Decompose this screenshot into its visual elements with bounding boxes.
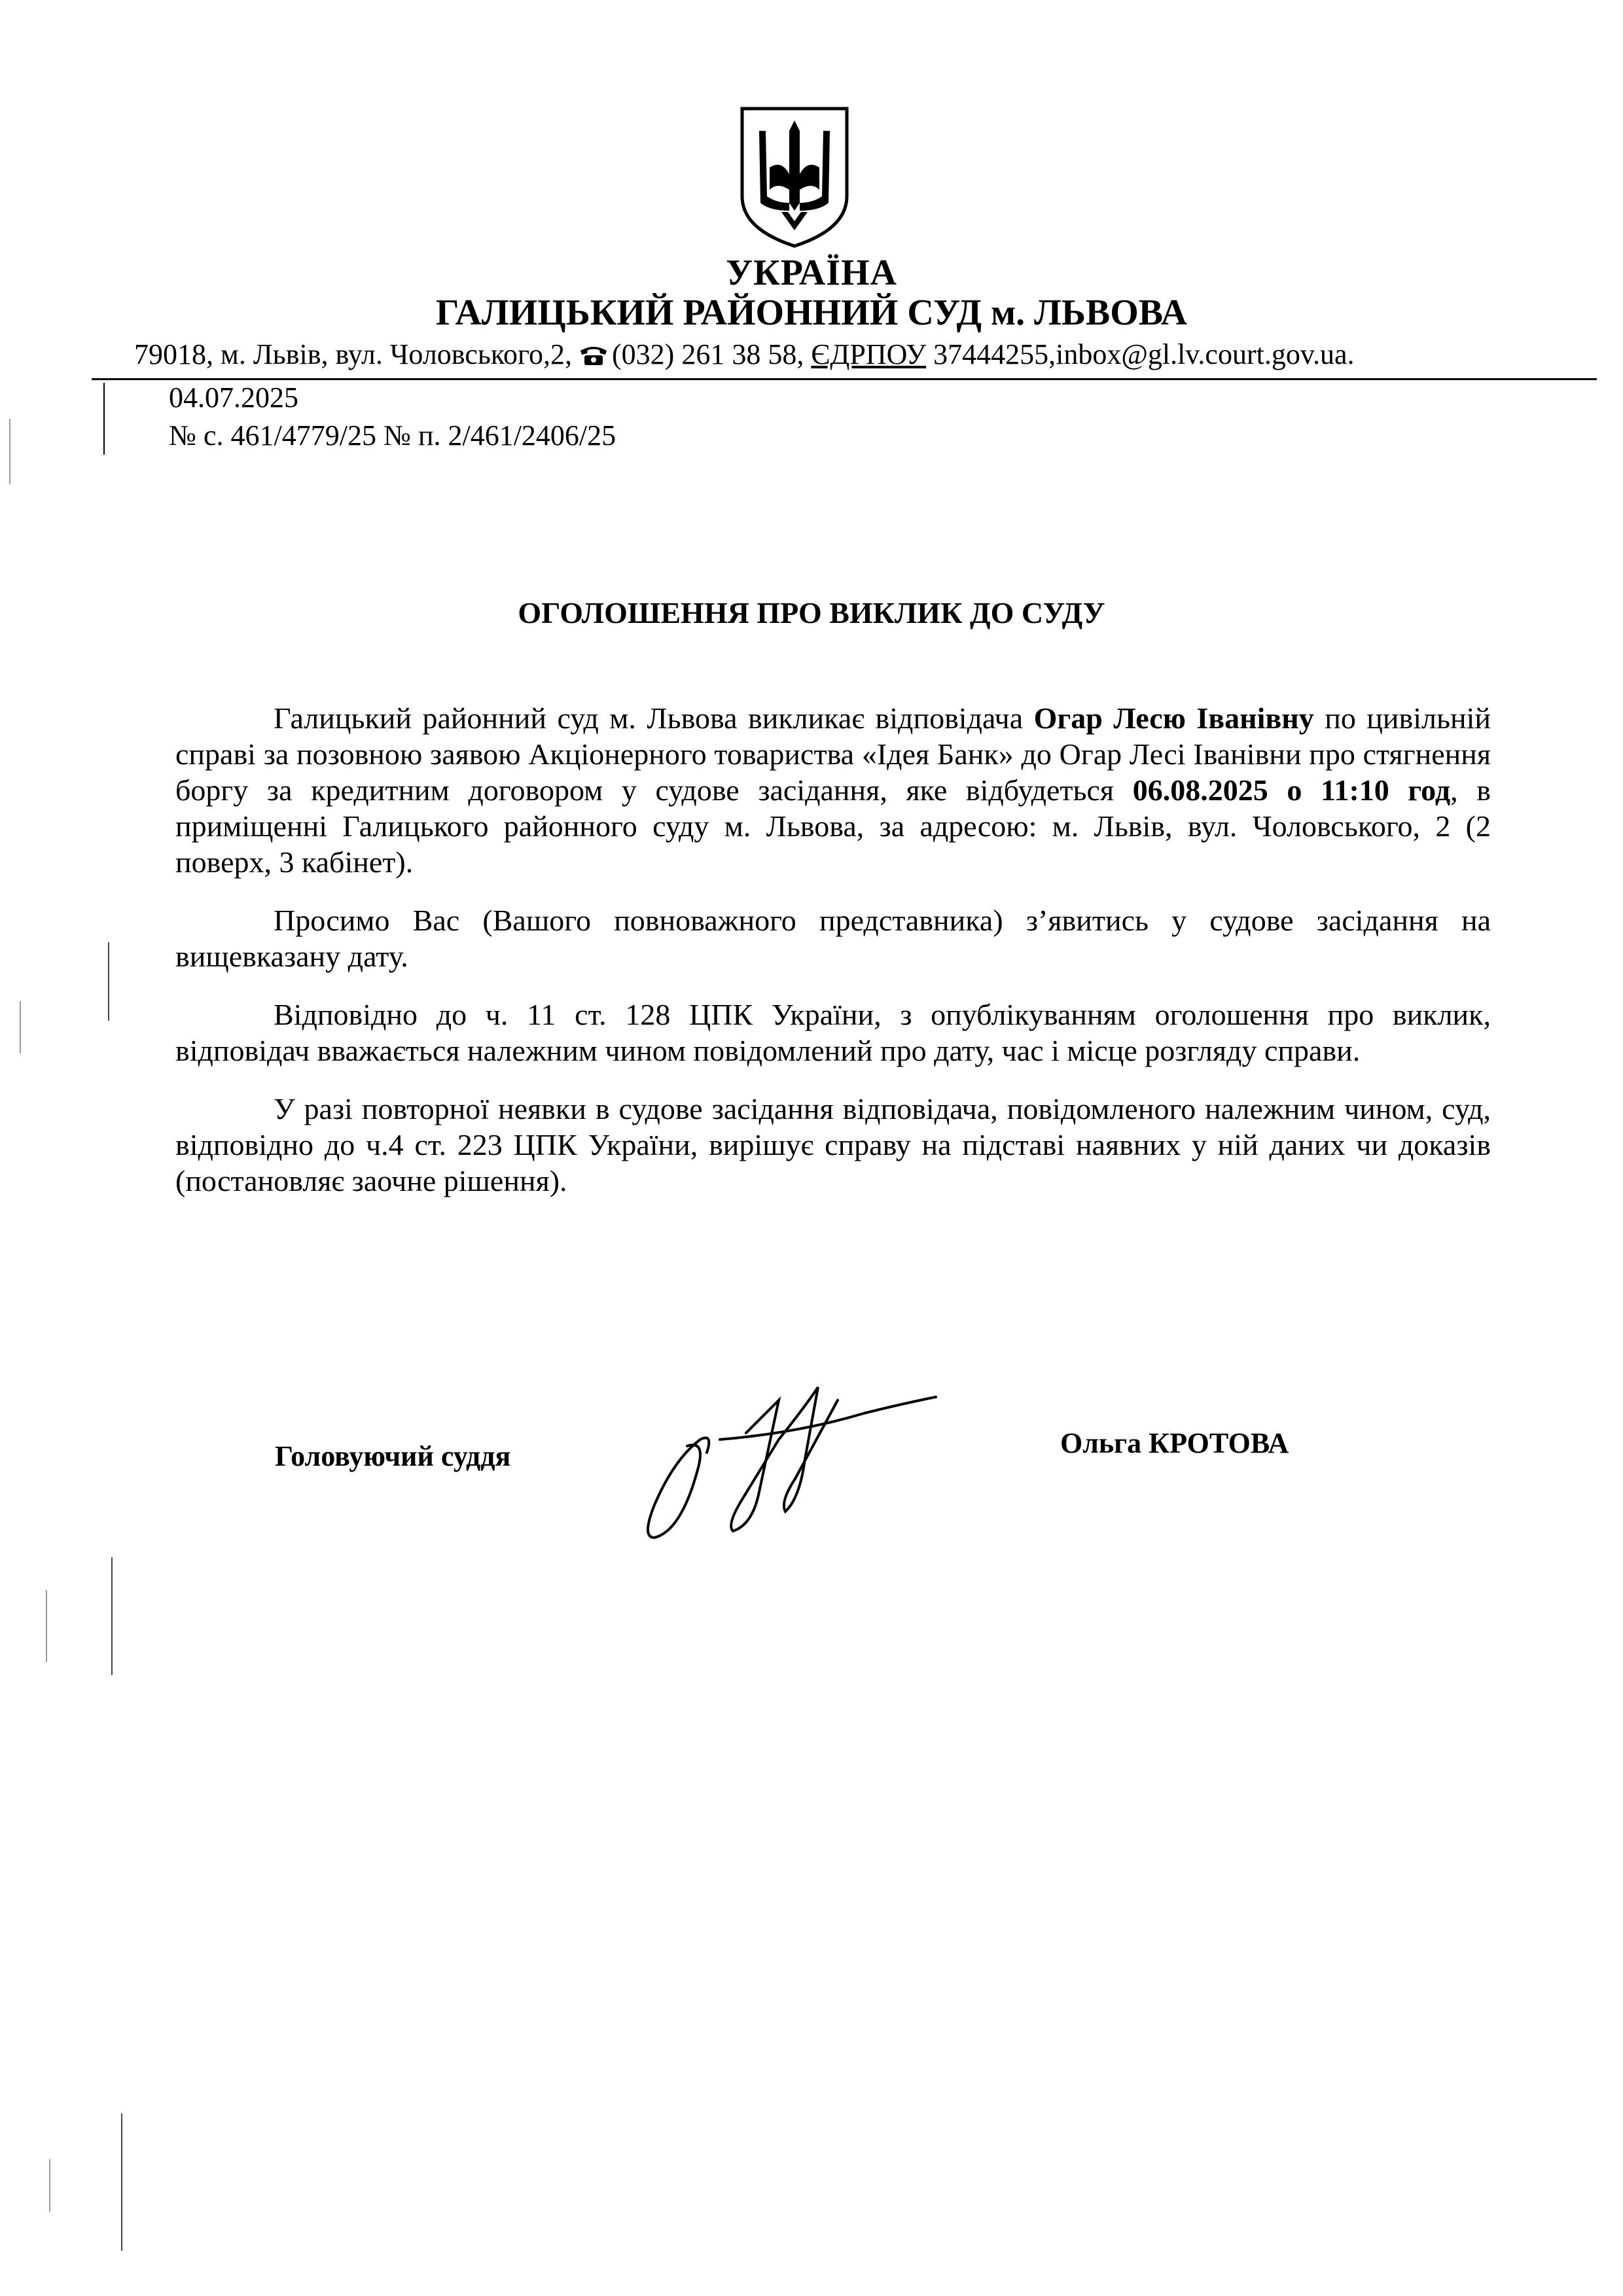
- summons-text-3: , в приміщенні Галицького районного суду м. Львова, за адресою: м. Львів, вул. Чоловського, 2 (2 поверх, 3 кабінет).: [175, 773, 1491, 879]
- court-phone: (032) 261 38 58: [612, 338, 797, 370]
- document-body: [175, 700, 1491, 1221]
- scan-margin-mark: [9, 419, 10, 484]
- judge-name: Ольга КРОТОВА: [1060, 1427, 1289, 1459]
- judge-role: Головуючий суддя: [275, 1440, 511, 1472]
- edrpou-label: ЄДРПОУ: [811, 338, 927, 370]
- paragraph-summons: [175, 700, 1491, 880]
- scan-margin-mark: [111, 1557, 113, 1675]
- hearing-datetime: 06.08.2025 о 11:10 год: [1132, 773, 1451, 807]
- document-title: ОГОЛОШЕННЯ ПРО ВИКЛИК ДО СУДУ: [518, 596, 1105, 629]
- court-name: ГАЛИЦЬКИЙ РАЙОННИЙ СУД м. ЛЬВОВА: [435, 292, 1188, 333]
- paragraph-legal-basis: Відповідно до ч. 11 ст. 128 ЦПК України, з опублікуванням оголошення про виклик, відповідач вважається належним чином повідомлений про дату, час і місце розгляду справи.: [175, 998, 1491, 1067]
- court-address: 79018, м. Львів, вул. Чоловського,2,: [134, 338, 573, 370]
- scan-margin-mark: [49, 2159, 50, 2212]
- summons-text-2: по цивільній справі за позовною заявою Акціонерного товариства «Ідея Банк» до Огар Лесі Іванівни про стягнення боргу за кредитним договором у судове засідання, яке відбудеться: [175, 701, 1491, 807]
- scan-margin-mark: [20, 1001, 21, 1053]
- scan-margin-mark: [121, 2113, 122, 2251]
- coat-of-arms-icon: [738, 105, 851, 250]
- header-divider: [92, 378, 1597, 380]
- court-address-line: 79018, м. Львів, вул. Чоловського,2, (032) 261 38 58, ЄДРПОУ 37444255,inbox@gl.lv.court.gov.ua.: [134, 338, 1355, 370]
- scan-margin-mark: [46, 1590, 47, 1662]
- scan-margin-mark: [108, 942, 109, 1021]
- phone-icon: [579, 344, 608, 366]
- edrpou-and-email: 37444255,inbox@gl.lv.court.gov.ua.: [933, 338, 1355, 370]
- case-numbers: № с. 461/4779/25 № п. 2/461/2406/25: [169, 419, 616, 451]
- document-date: 04.07.2025: [169, 381, 298, 414]
- country-title: УКРАЇНА: [726, 253, 897, 293]
- header-margin-mark: [103, 383, 105, 455]
- paragraph-default-judgment: У разі повторної неявки в судове засідання відповідача, повідомленого належним чином, суд, відповідно до ч.4 ст. 223 ЦПК України, вирішує справу на підставі наявних у ній даних чи доказів (постановляє заочне рішення).: [175, 1092, 1491, 1197]
- defendant-name: Огар Лесю Іванівну: [1033, 701, 1314, 735]
- paragraph-request: Просимо Вас (Вашого повноважного представника) з’явитись у судове засідання на вищевказану дату.: [175, 904, 1491, 973]
- summons-text-1: Галицький районний суд м. Львова викликає відповідача: [274, 701, 1034, 735]
- handwritten-signature: [628, 1361, 982, 1557]
